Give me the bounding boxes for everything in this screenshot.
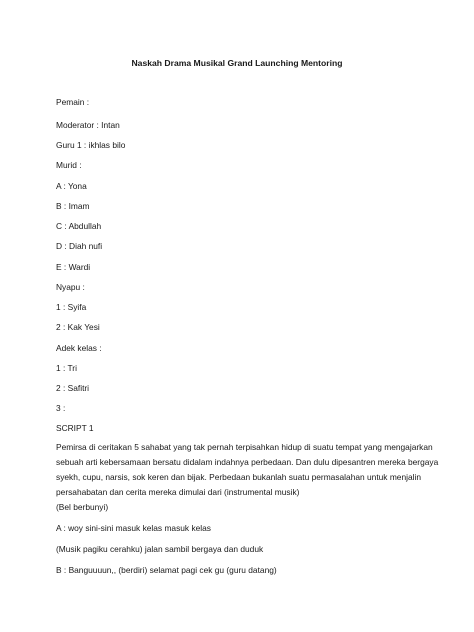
cast-adek-heading: Adek kelas : (56, 343, 102, 353)
cast-murid-b: B : Imam (56, 201, 90, 211)
cast-murid-e: E : Wardi (56, 262, 91, 272)
cast-murid-heading: Murid : (56, 160, 82, 170)
document-title: Naskah Drama Musikal Grand Launching Mentoring (131, 58, 343, 68)
intro-line: sebuah arti kebersamaan bersatu didalam indahnya perbedaan. Dan dulu dipesantren mereka bergaya (56, 457, 439, 467)
cast-murid-c: C : Abdullah (56, 221, 102, 231)
intro-line: persahabatan dan cerita mereka dimulai dari (instrumental musik) (56, 487, 300, 497)
dialogue-line: (Bel berbunyi) (56, 502, 109, 512)
cast-nyapu-2: 2 : Kak Yesi (56, 322, 100, 332)
cast-nyapu-1: 1 : Syifa (56, 302, 87, 312)
cast-adek-2: 2 : Safitri (56, 383, 90, 393)
script-heading: SCRIPT 1 (56, 423, 94, 433)
cast-murid-a: A : Yona (56, 181, 87, 191)
dialogue-line: B : Banguuuun,, (berdiri) selamat pagi cek gu (guru datang) (56, 565, 277, 575)
cast-murid-d: D : Diah nufi (56, 241, 103, 251)
dialogue-line: (Musik pagiku cerahku) jalan sambil bergaya dan duduk (56, 544, 264, 554)
cast-nyapu-heading: Nyapu : (56, 282, 85, 292)
cast-adek-3: 3 : (56, 403, 66, 413)
dialogue-line: A : woy sini-sini masuk kelas masuk kelas (56, 523, 211, 533)
intro-line: syekh, cupu, narsis, sok keren dan bijak. Perbedaan bukanlah suatu permasalahan untuk menjalin (56, 472, 422, 482)
cast-moderator: Moderator : Intan (56, 120, 120, 130)
intro-paragraph (56, 440, 439, 500)
cast-guru: Guru 1 : ikhlas bilo (56, 140, 126, 150)
cast-heading: Pemain : (56, 97, 90, 107)
intro-line: Pemirsa di ceritakan 5 sahabat yang tak pernah terpisahkan hidup di suatu tempat yang mengajarkan (56, 442, 433, 452)
cast-adek-1: 1 : Tri (56, 363, 77, 373)
